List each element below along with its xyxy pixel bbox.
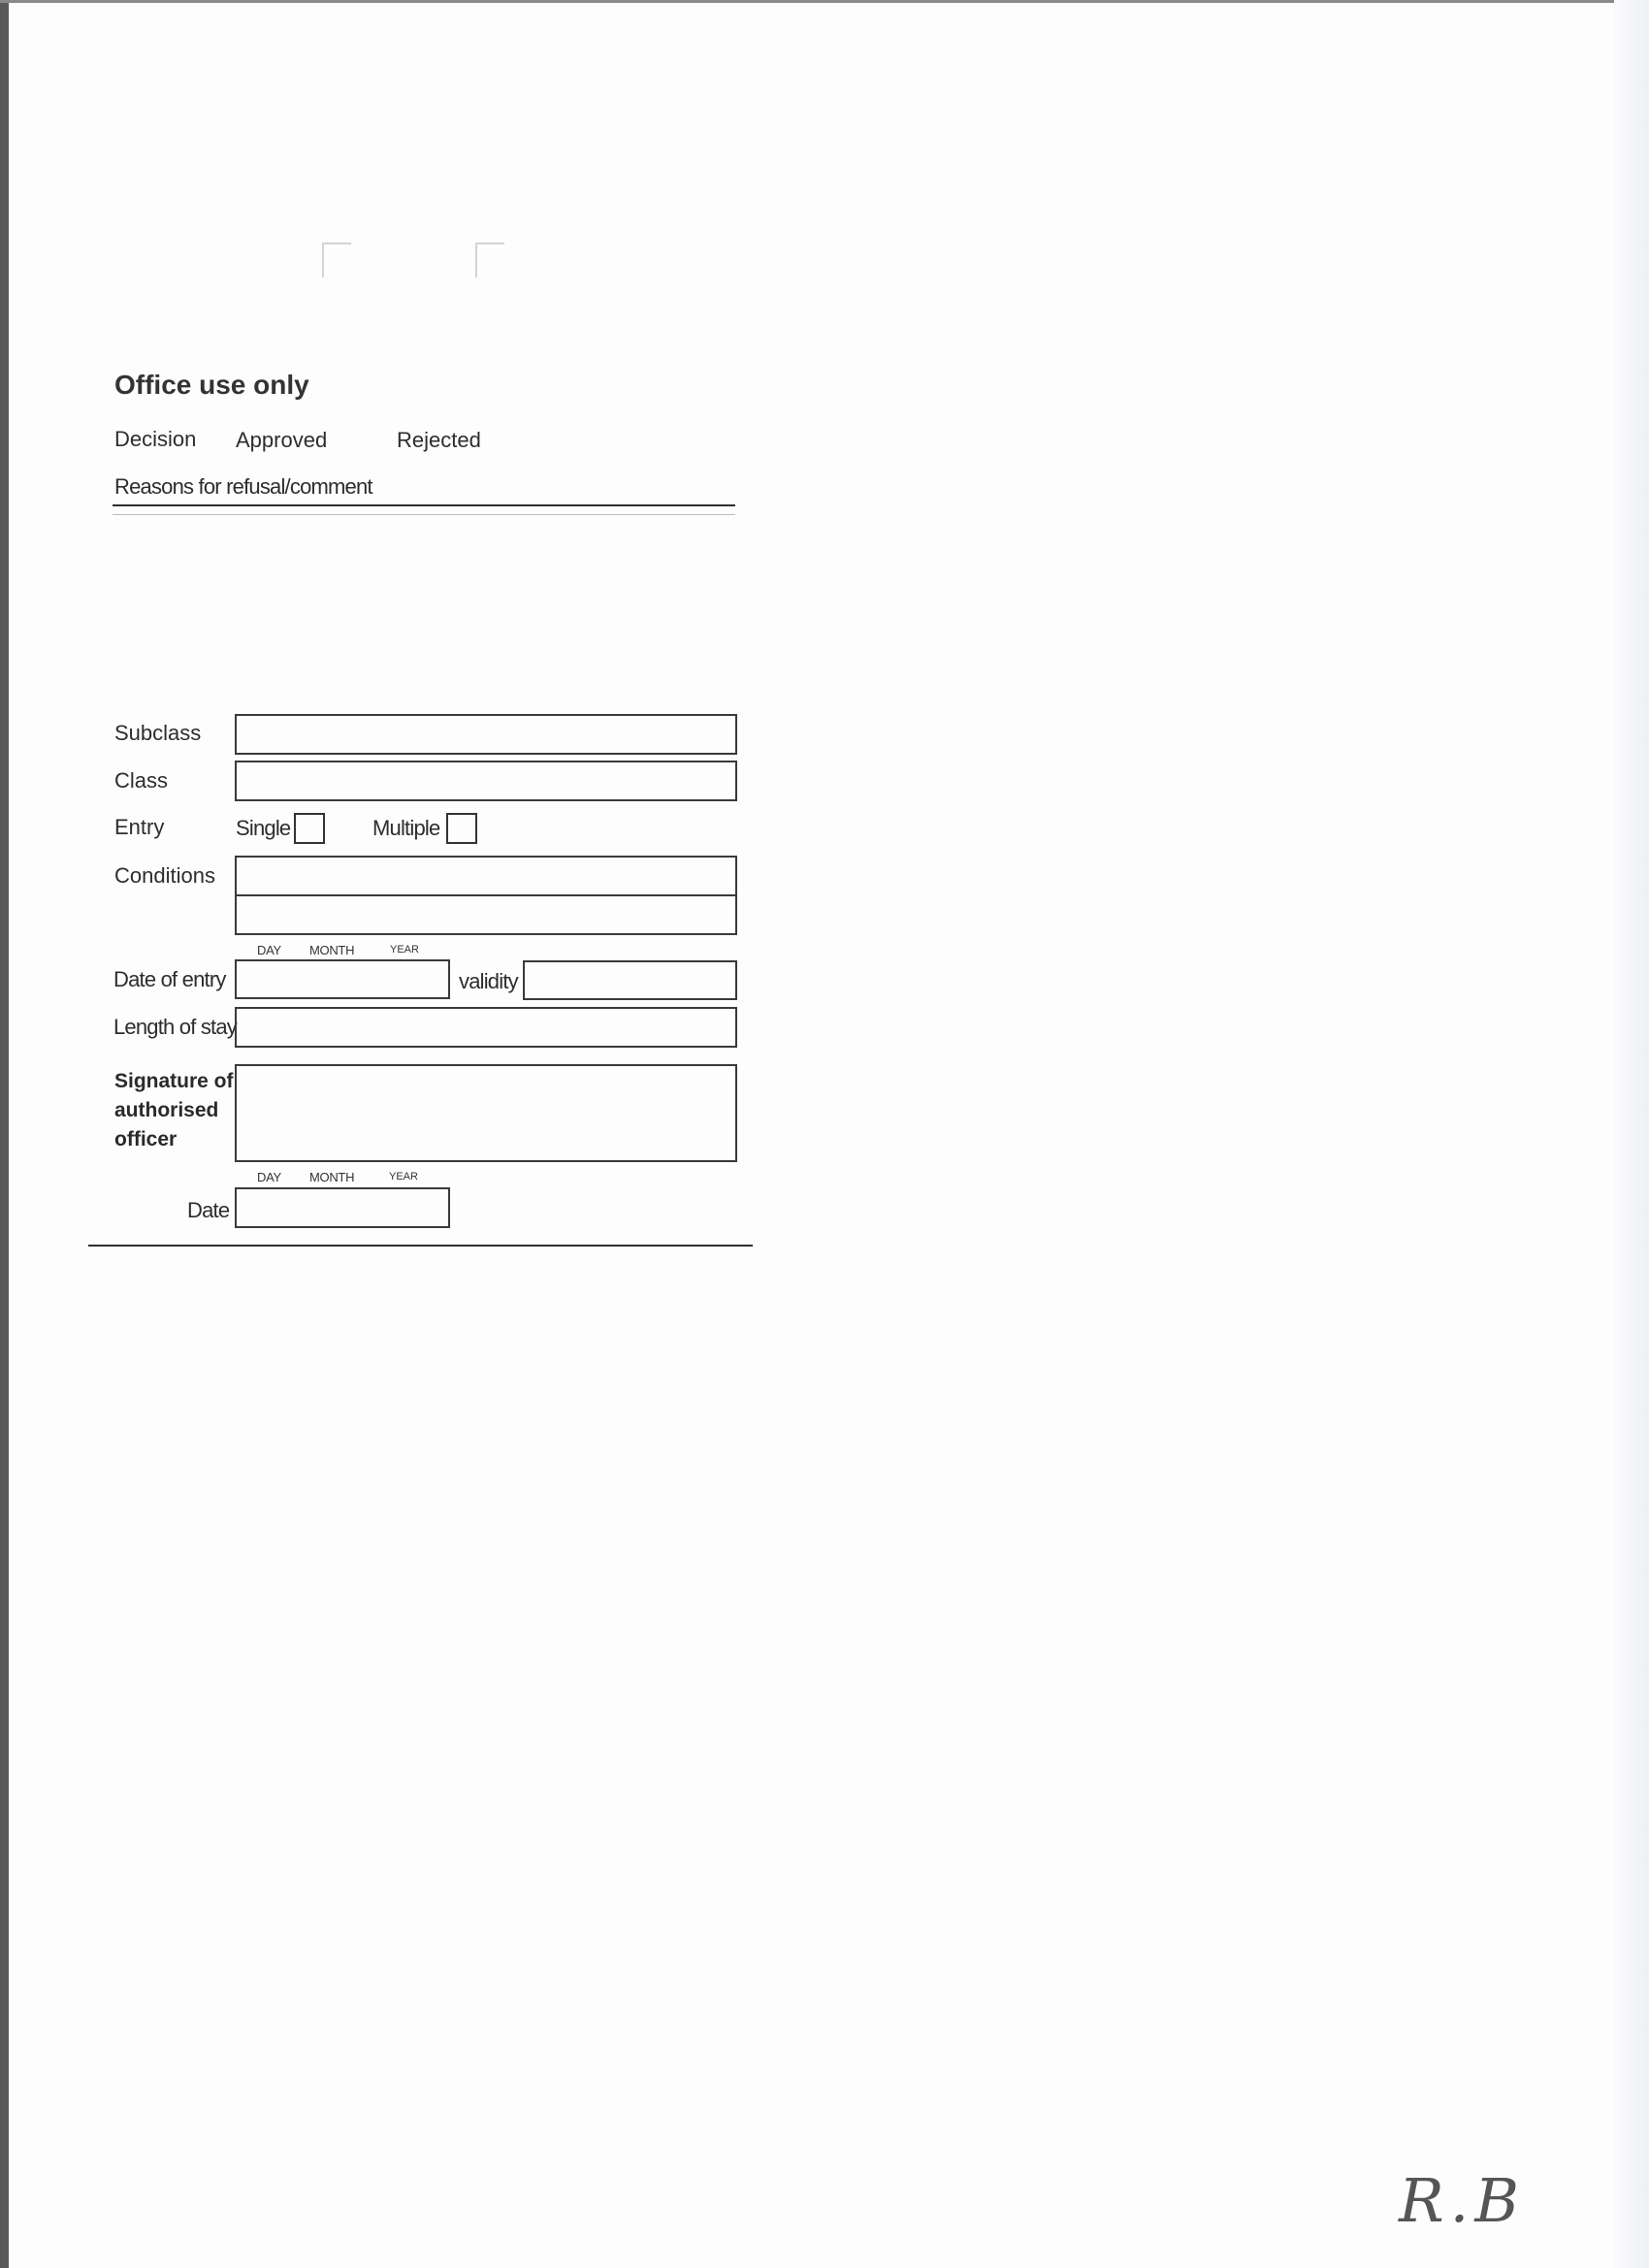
scan-left-edge <box>0 0 9 2268</box>
date-header-year: YEAR <box>390 944 419 956</box>
date-field[interactable] <box>235 1187 450 1228</box>
signature-field[interactable] <box>235 1064 737 1162</box>
entry-single-label: Single <box>236 816 291 840</box>
date-label: Date <box>187 1198 230 1222</box>
entry-label: Entry <box>114 815 165 839</box>
conditions-field-2[interactable] <box>235 894 737 935</box>
class-label: Class <box>114 768 169 793</box>
reasons-faint-rule <box>113 514 735 515</box>
decision-approved-option[interactable]: Approved <box>236 428 328 452</box>
date-header-month: MONTH <box>309 943 355 957</box>
entry-multiple-label: Multiple <box>372 816 440 840</box>
date-of-entry-label: Date of entry <box>113 967 226 991</box>
reasons-comment-area[interactable] <box>113 518 735 702</box>
signature-label-line-1: Signature of <box>114 1070 234 1092</box>
sig-date-header-year: YEAR <box>389 1171 418 1183</box>
subclass-field[interactable] <box>235 714 737 755</box>
conditions-label: Conditions <box>114 863 215 888</box>
signature-label-line-3: officer <box>114 1128 178 1150</box>
section-bottom-rule <box>88 1245 753 1247</box>
length-of-stay-field[interactable] <box>235 1007 737 1048</box>
sig-date-header-day: DAY <box>257 1170 281 1184</box>
entry-single-checkbox[interactable] <box>294 813 325 844</box>
signature-label <box>114 1067 234 1154</box>
scan-right-shadow <box>1614 0 1649 2268</box>
sig-date-header-month: MONTH <box>309 1170 355 1184</box>
class-field[interactable] <box>235 761 737 801</box>
scan-top-edge <box>0 0 1649 3</box>
subclass-label: Subclass <box>114 721 202 745</box>
faint-box-mark-2 <box>475 243 504 277</box>
handwritten-initials: R.B <box>1399 2165 1525 2236</box>
reasons-label: Reasons for refusal/comment <box>114 474 372 499</box>
decision-rejected-option[interactable]: Rejected <box>397 428 481 452</box>
validity-label: validity <box>459 969 518 993</box>
date-header-day: DAY <box>257 943 281 957</box>
conditions-field-1[interactable] <box>235 856 737 896</box>
decision-label: Decision <box>114 427 197 451</box>
section-title: Office use only <box>114 370 309 400</box>
date-of-entry-field[interactable] <box>235 959 450 999</box>
validity-field[interactable] <box>523 960 737 1000</box>
reasons-underline <box>113 504 735 506</box>
faint-box-mark-1 <box>322 243 351 277</box>
length-of-stay-label: Length of stay <box>113 1015 238 1039</box>
signature-label-line-2: authorised <box>114 1099 219 1121</box>
entry-multiple-checkbox[interactable] <box>446 813 477 844</box>
